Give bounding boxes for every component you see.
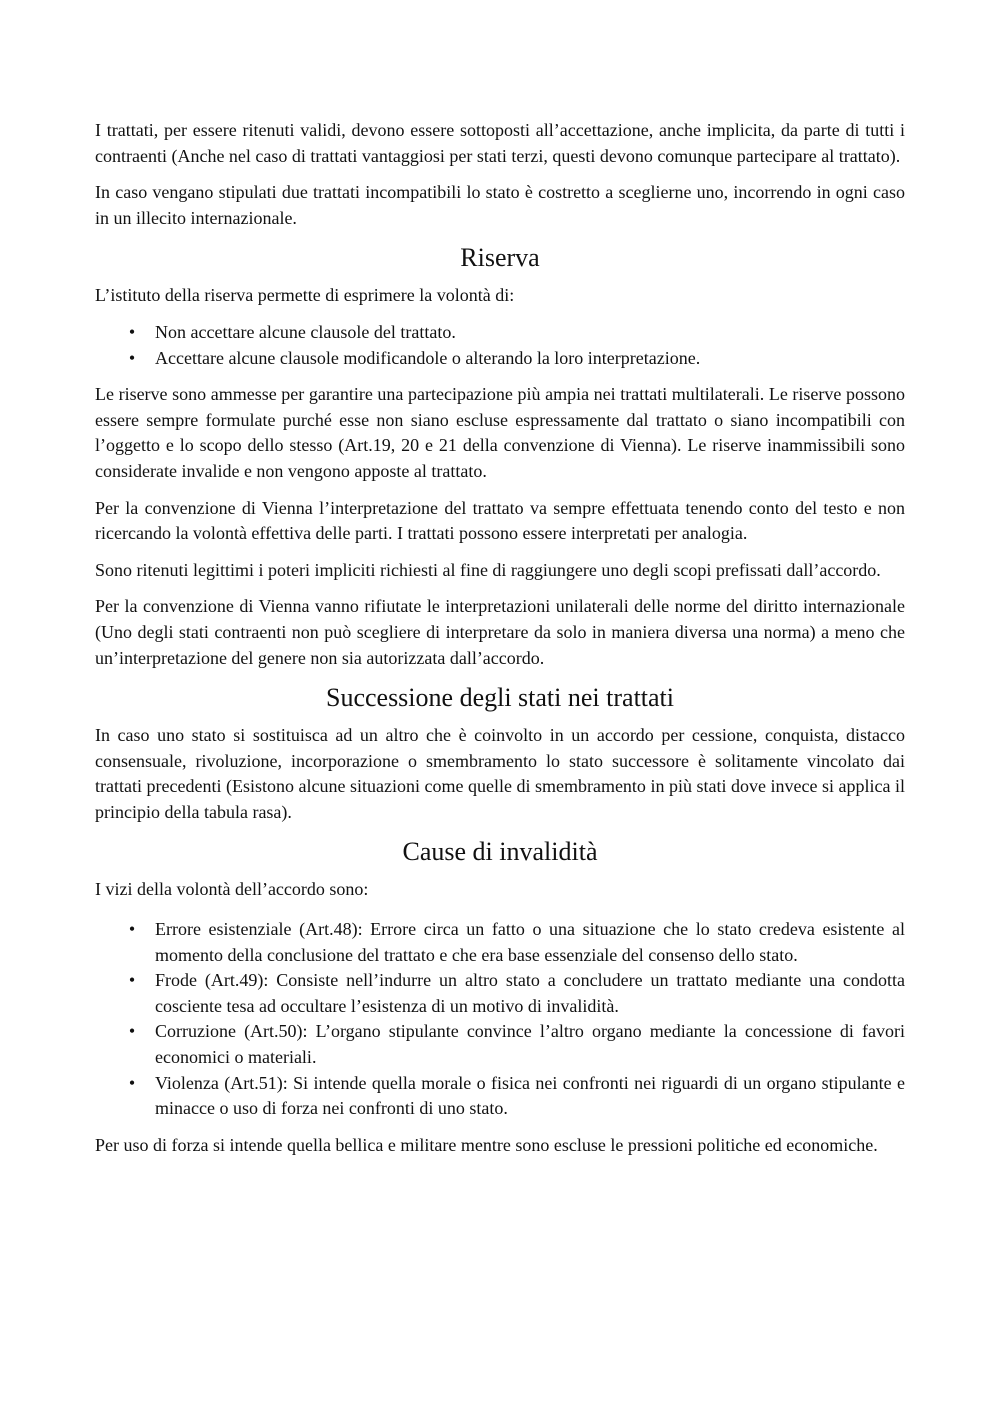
paragraph-vizi-intro: I vizi della volontà dell’accordo sono: bbox=[95, 879, 369, 900]
paragraph-interpretazioni-unilaterali: Per la convenzione di Vienna vanno rifiutate le interpretazioni unilaterali delle norme del diritto internazionale (Uno degli stati contraenti non può scegliere di interpretare da solo in maniera diversa una norma) a meno che un’interpretazione del genere non sia autorizzata dall’accordo. bbox=[95, 596, 905, 668]
document-page bbox=[95, 118, 905, 1169]
paragraph-poteri-impliciti: Sono ritenuti legittimi i poteri impliciti richiesti al fine di raggiungere uno degli scopi prefissati dall’accordo. bbox=[95, 559, 881, 580]
list-item bbox=[95, 1019, 905, 1070]
bullet-icon: • bbox=[128, 347, 136, 368]
riserva-bullet-list bbox=[95, 320, 905, 371]
paragraph-treaty-acceptance: I trattati, per essere ritenuti validi, devono essere sottoposti all’accettazione, anche implicita, da parte di tutti i contraenti (Anche nel caso di trattati vantaggiosi per stati terzi, questi devono comunque partecipare al trattato). bbox=[95, 120, 905, 166]
list-item-text: Accettare alcune clausole modificandole o alterando la loro interpretazione. bbox=[155, 347, 701, 368]
list-item-text: Frode (Art.49): Consiste nell’indurre un altro stato a concludere un trattato mediante una condotta cosciente tesa ad occultare l’esistenza di un motivo di invalidità. bbox=[155, 970, 905, 1016]
cause-bullet-list bbox=[95, 917, 905, 1122]
list-item-text: Corruzione (Art.50): L’organo stipulante convince l’altro organo mediante la concessione di favori economici o materiali. bbox=[155, 1021, 905, 1068]
paragraph-incompatible-treaties: In caso vengano stipulati due trattati incompatibili lo stato è costretto a sceglierne uno, incorrendo in ogni caso in un illecito internazionale. bbox=[95, 182, 905, 228]
paragraph-riserva-intro: L’istituto della riserva permette di esprimere la volontà di: bbox=[95, 285, 515, 306]
bullet-icon: • bbox=[128, 1021, 136, 1042]
list-item-text: Errore esistenziale (Art.48): Errore circa un fatto o una situazione che lo stato credeva esistente al momento della conclusione del trattato e che era base essenziale del consenso dello stato. bbox=[155, 919, 905, 965]
bullet-icon: • bbox=[128, 919, 136, 940]
paragraph-riserve-ammesse: Le riserve sono ammesse per garantire una partecipazione più ampia nei trattati multilaterali. Le riserve possono essere sempre formulate purché esse non siano escluse espressamente dal trattato o siano incompatibili con l’oggetto e lo scopo dello stesso (Art.19, 20 e 21 della convenzione di Vienna). Le riserve inammissibili sono considerate invalide e non vengono apposte al trattato. bbox=[95, 384, 905, 481]
paragraph-uso-di-forza: Per uso di forza si intende quella bellica e militare mentre sono escluse le pressioni politiche ed economiche. bbox=[95, 1134, 878, 1155]
bullet-icon: • bbox=[128, 970, 136, 991]
list-item bbox=[95, 346, 905, 372]
heading-successione: Successione degli stati nei trattati bbox=[325, 683, 675, 713]
heading-riserva: Riserva bbox=[460, 243, 540, 273]
list-item-text: Violenza (Art.51): Si intende quella morale o fisica nei confronti nei riguardi di un organo stipulante e minacce o uso di forza nei confronti di uno stato. bbox=[155, 1072, 905, 1119]
bullet-icon: • bbox=[128, 1072, 136, 1093]
list-item bbox=[95, 968, 905, 1019]
list-item bbox=[95, 917, 905, 968]
list-item bbox=[95, 320, 905, 346]
list-item bbox=[95, 1071, 905, 1122]
heading-cause-invalidita: Cause di invalidità bbox=[402, 837, 598, 867]
paragraph-interpretazione: Per la convenzione di Vienna l’interpretazione del trattato va sempre effettuata tenendo conto del testo e non ricercando la volontà effettiva delle parti. I trattati possono essere interpretati per analogia. bbox=[95, 497, 905, 544]
list-item-text: Non accettare alcune clausole del trattato. bbox=[155, 321, 456, 342]
paragraph-successione: In caso uno stato si sostituisca ad un altro che è coinvolto in un accordo per cessione, conquista, distacco consensuale, rivoluzione, incorporazione o smembramento lo stato successore è solitamente vincolato dai trattati precedenti (Esistono alcune situazioni come quelle di smembramento in più stati dove invece si applica il principio della tabula rasa). bbox=[95, 725, 905, 822]
bullet-icon: • bbox=[128, 321, 136, 342]
